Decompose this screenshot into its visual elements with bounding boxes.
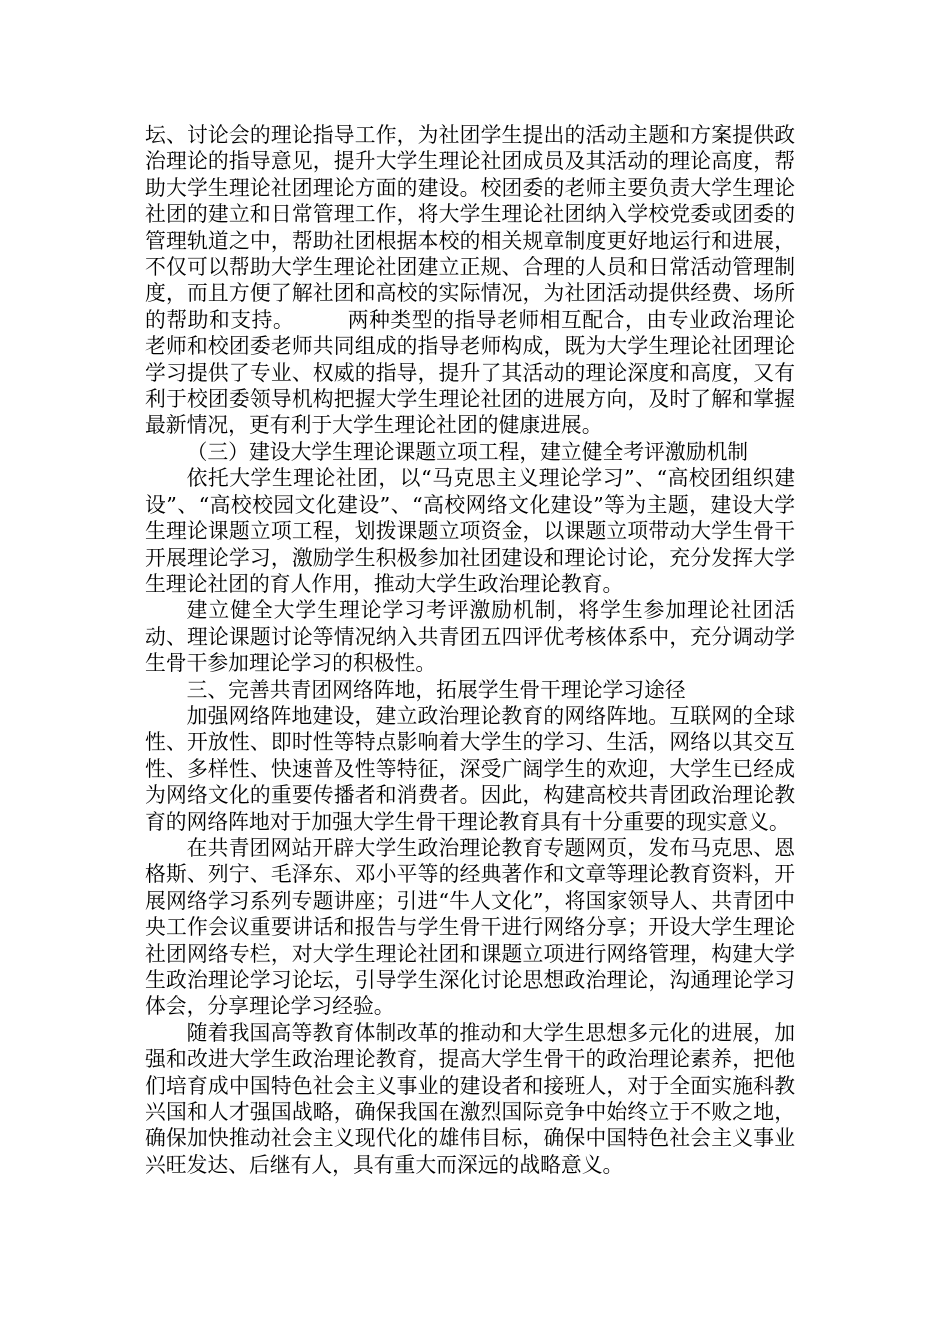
paragraph-conclusion: 随着我国高等教育体制改革的推动和大学生思想多元化的进展，加强和改进大学生政治理论教育，提高大学生骨干的政治理论素养，把他们培育成中国特色社会主义事业的建设者和接班人，对于全面实施科教兴国和人才强国战略，确保我国在激烈国际竞争中始终立于不败之地，确保加快推动社会主义现代化的雄伟目标，确保中国特色社会主义事业兴旺发达、后继有人，具有重大而深远的战略意义。 bbox=[145, 1020, 795, 1177]
paragraph-continuation: 坛、讨论会的理论指导工作，为社团学生提出的活动主题和方案提供政治理论的指导意见，提升大学生理论社团成员及其活动的理论高度，帮助大学生理论社团理论方面的建设。校团委的老师主要负责大学生理论社团的建立和日常管理工作，将大学生理论社团纳入学校党委或团委的管理轨道之中，帮助社团根据本校的相关规章制度更好地运行和进展，不仅可以帮助大学生理论社团建立正规、合理的人员和日常活动管理制度，而且方便了解社团和高校的实际情况，为社团活动提供经费、场所的帮助和支持。 两种类型的指导老师相互配合，由专业政治理论老师和校团委老师共同组成的指导老师构成，既为大学生理论社团理论学习提供了专业、权威的指导，提升了其活动的理论深度和高度，又有利于校团委领导机构把握大学生理论社团的进展方向，及时了解和掌握最新情况，更有利于大学生理论社团的健康进展。 bbox=[145, 123, 795, 438]
paragraph-website-special-page: 在共青团网站开辟大学生政治理论教育专题网页，发布马克思、恩格斯、列宁、毛泽东、邓小平等的经典著作和文章等理论教育资料，开展网络学习系列专题讲座；引进“牛人文化”，将国家领导人、共青团中央工作会议重要讲话和报告与学生骨干进行网络分享；开设大学生理论社团网络专栏，对大学生理论社团和课题立项进行网络管理，构建大学生政治理论学习论坛，引导学生深化讨论思想政治理论，沟通理论学习体会，分享理论学习经验。 bbox=[145, 835, 795, 1019]
section-heading-three: 三、完善共青团网络阵地，拓展学生骨干理论学习途径 bbox=[186, 677, 686, 702]
paragraph-topic-projects: 依托大学生理论社团，以“马克思主义理论学习”、“高校团组织建设”、“高校校园文化建设”、“高校网络文化建设”等为主题，建设大学生理论课题立项工程，划拨课题立项资金，以课题立项带动大学生骨干开展理论学习，激励学生积极参加社团建设和理论讨论，充分发挥大学生理论社团的育人作用，推动大学生政治理论教育。 bbox=[145, 466, 795, 596]
document-page bbox=[145, 122, 795, 1178]
paragraph-evaluation-mechanism: 建立健全大学生理论学习考评激励机制，将学生参加理论社团活动、理论课题讨论等情况纳入共青团五四评优考核体系中，充分调动学生骨干参加理论学习的积极性。 bbox=[145, 598, 795, 676]
section-heading-3: （三）建设大学生理论课题立项工程，建立健全考评激励机制 bbox=[186, 439, 749, 464]
paragraph-network-platform: 加强网络阵地建设，建立政治理论教育的网络阵地。互联网的全球性、开放性、即时性等特点影响着大学生的学习、生活，网络以其交互性、多样性、快速普及性等特征，深受广阔学生的欢迎，大学生已经成为网络文化的重要传播者和消费者。因此，构建高校共青团政治理论教育的网络阵地对于加强大学生骨干理论教育具有十分重要的现实意义。 bbox=[145, 703, 795, 834]
